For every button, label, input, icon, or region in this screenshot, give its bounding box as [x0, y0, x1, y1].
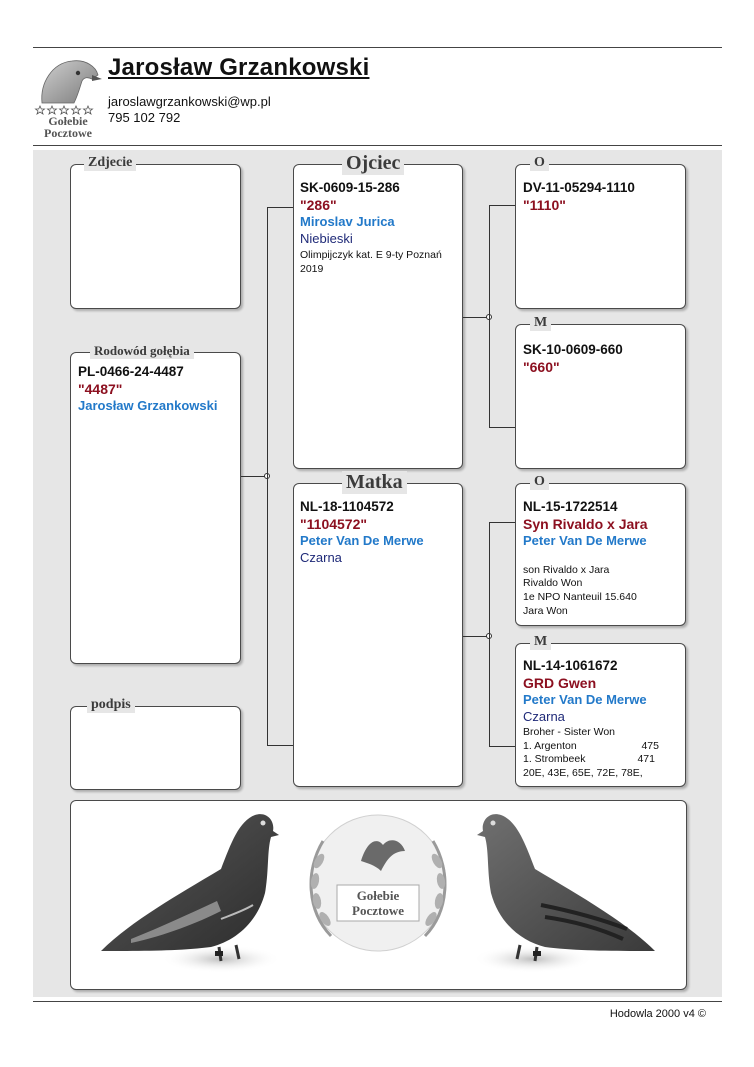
mother-legend: Matka	[342, 471, 407, 494]
father-father-name: "1110"	[523, 196, 566, 213]
mother-mother-breeder: Peter Van De Merwe	[523, 692, 647, 708]
mother-breeder: Peter Van De Merwe	[300, 533, 424, 549]
mother-father-card	[523, 499, 683, 618]
mother-mother-color: Czarna	[523, 708, 565, 724]
father-father-legend: O	[530, 155, 549, 171]
father-mother-name: "660"	[523, 358, 560, 375]
signature-box	[70, 706, 241, 790]
footer-text: Hodowla 2000 v4 ©	[609, 1008, 706, 1020]
mother-mother-ring: NL-14-1061672	[523, 658, 618, 673]
mother-mother-name: GRD Gwen	[523, 674, 597, 691]
pigeon-head-logo-icon	[34, 53, 102, 141]
mother-father-note-4: Jara Won	[523, 604, 568, 617]
banner-logo-text-2: Pocztowe	[352, 903, 404, 918]
result-2-label: 1. Strombeek	[523, 753, 586, 766]
result-2-value: 471	[637, 753, 655, 766]
pigeon-left-icon	[101, 814, 281, 973]
pigeon-breeder: Jarosław Grzankowski	[78, 398, 218, 414]
logo-text-1: Gołebie	[48, 114, 88, 128]
banner-art	[71, 801, 685, 988]
owner-email: jaroslawgrzankowski@wp.pl	[108, 94, 271, 109]
father-mother-ring: SK-10-0609-660	[523, 342, 623, 357]
father-name: "286"	[300, 196, 337, 213]
father-mother-card	[523, 342, 683, 376]
father-color: Niebieski	[300, 230, 353, 246]
laurel-wreath-icon	[310, 815, 447, 951]
photo-legend: Zdjecie	[84, 155, 136, 171]
result-1-value: 475	[641, 739, 659, 752]
owner-name: Jarosław Grzankowski	[108, 54, 370, 81]
result-1-label: 1. Argenton	[523, 739, 577, 752]
connector	[489, 205, 515, 206]
mother-mother-result-2	[523, 753, 663, 767]
connector	[489, 427, 515, 428]
banner-logo-text-1: Gołebie	[356, 888, 400, 903]
pigeon-ring: PL-0466-24-4487	[78, 364, 184, 379]
connector	[267, 207, 268, 745]
pigeon-card	[78, 364, 238, 415]
father-card	[300, 180, 460, 276]
father-father-card	[523, 180, 683, 214]
pigeon-name: "4487"	[78, 380, 123, 397]
footer-rule	[33, 1001, 722, 1002]
father-note-2: 2019	[300, 262, 324, 275]
pedigree-legend: Rodowód gołębia	[90, 343, 194, 359]
mother-father-note-2: Rivaldo Won	[523, 577, 583, 590]
connector	[489, 746, 515, 747]
photo-box	[70, 164, 241, 309]
mother-father-note-1: son Rivaldo x Jara	[523, 563, 610, 576]
banner-box	[70, 800, 687, 990]
mother-mother-card	[523, 658, 683, 780]
father-legend: Ojciec	[342, 152, 404, 175]
connector	[489, 205, 490, 427]
connector	[267, 207, 293, 208]
mother-card	[300, 499, 460, 566]
header-rule	[33, 145, 722, 146]
mother-name: "1104572"	[300, 515, 368, 532]
mother-father-legend: O	[530, 474, 549, 490]
connector	[489, 522, 515, 523]
father-father-ring: DV-11-05294-1110	[523, 180, 635, 195]
mother-mother-note-4: 20E, 43E, 65E, 72E, 78E,	[523, 766, 643, 779]
father-note-1: Olimpijczyk kat. E 9-ty Poznań	[300, 248, 442, 261]
owner-phone: 795 102 792	[108, 110, 181, 125]
mother-mother-note-1: Broher - Sister Won	[523, 725, 616, 738]
father-mother-legend: M	[530, 315, 551, 331]
mother-father-breeder: Peter Van De Merwe	[523, 533, 647, 549]
logo-text-2: Pocztowe	[44, 126, 92, 140]
father-breeder: Miroslav Jurica	[300, 214, 395, 230]
pigeon-right-icon	[473, 814, 655, 973]
stars-icon	[36, 106, 93, 114]
connector	[267, 745, 293, 746]
mother-ring: NL-18-1104572	[300, 499, 394, 514]
connector	[489, 522, 490, 746]
top-rule	[33, 47, 722, 48]
mother-father-note-3: 1e NPO Nanteuil 15.640	[523, 590, 637, 603]
mother-father-ring: NL-15-1722514	[523, 499, 618, 514]
signature-legend: podpis	[87, 697, 135, 713]
mother-mother-result-1	[523, 740, 663, 754]
father-ring: SK-0609-15-286	[300, 180, 400, 195]
mother-mother-legend: M	[530, 634, 551, 650]
mother-color: Czarna	[300, 549, 342, 565]
mother-father-name: Syn Rivaldo x Jara	[523, 515, 648, 532]
